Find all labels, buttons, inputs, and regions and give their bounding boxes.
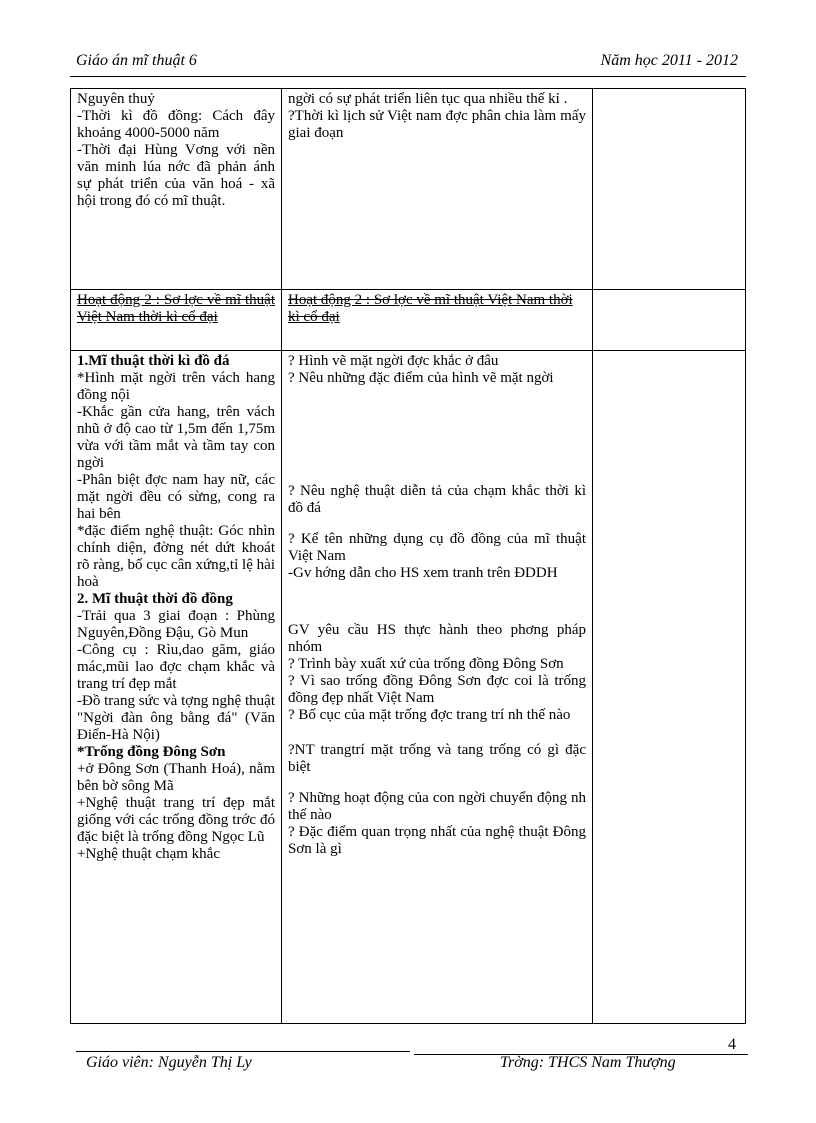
activity-heading: Hoạt động 2 : Sơ lợc về mĩ thuật Việt Nam thời kì cổ đại [77,292,275,325]
question-line: GV yêu cầu HS thực hành theo phơng pháp nhóm [288,622,586,655]
question-line: ?NT trangtrí mặt trống và tang trống có gì đặc biệt [288,742,586,775]
header-school-year: Năm học 2011 - 2012 [600,52,738,69]
content-line: -Đồ trang sức và tợng nghệ thuật "Ngời đàn ông bằng đá" (Văn Điển-Hà Nội) [77,693,275,743]
content-cell [71,351,282,1024]
footer-rule-left [76,1051,410,1052]
content-line: -Phân biệt đợc nam hay nữ, các mặt ngời đều có sừng, cong ra hai bên [77,472,275,522]
question-line: ? Bố cục của mặt trống đợc trang trí nh thế nào [288,707,571,723]
table-row [71,290,746,351]
question-line: ? Trình bày xuất xứ của trống đồng Đông Sơn [288,656,564,672]
activity-cell [282,290,593,351]
question-line: ? Hình vẽ mặt ngời đợc khắc ở đâu [288,353,499,369]
table-row [71,351,746,1024]
question-line: ? Những hoạt động của con ngời chuyển động nh thế nào [288,790,586,823]
activity-line: ngời có sự phát triển liên tục qua nhiều thế kỉ . [288,91,568,107]
content-cell [71,89,282,290]
section-heading: 2. Mĩ thuật thời đồ đồng [77,591,233,607]
content-line: -Thời kì đồ đồng: Cách đây khoảng 4000-5000 năm [77,108,275,141]
header-rule [70,76,746,77]
page-number: 4 [728,1036,736,1053]
content-line: *Hình mặt ngời trên vách hang đồng nội [77,370,275,403]
question-line: ? Nêu những đặc điểm của hình vẽ mặt ngời [288,370,554,386]
activity-line: ?Thời kì lịch sử Việt nam đợc phân chia làm mấy giai đoạn [288,108,586,141]
content-line: +Nghệ thuật chạm khắc [77,846,220,862]
content-cell [71,290,282,351]
question-line: -Gv hớng dẫn cho HS xem tranh trên ĐDDH [288,565,558,581]
header-title: Giáo án mĩ thuật 6 [76,52,197,69]
content-line: -Thời đại Hùng Vơng với nền văn minh lúa nớc đã phản ánh sự phát triển của văn hoá - xã hội trong đó có mĩ thuật. [77,142,275,209]
content-line: -Khắc gần cửa hang, trên vách nhũ ở độ cao từ 1,5m đến 1,75m vừa với tầm mắt và tầm tay con ngời [77,404,275,471]
question-line: ? Đặc điểm quan trọng nhất của nghệ thuật Đông Sơn là gì [288,824,586,857]
section-heading: *Trống đồng Đông Sơn [77,744,226,760]
content-line: +ở Đông Sơn (Thanh Hoá), nằm bên bờ sông Mã [77,761,275,794]
question-line: ? Vì sao trống đồng Đông Sơn đợc coi là trống đồng đẹp nhất Việt Nam [288,673,586,706]
notes-cell [593,351,746,1024]
content-line: -Trải qua 3 giai đoạn : Phùng Nguyên,Đồng Đậu, Gò Mun [77,608,275,641]
activity-cell [282,89,593,290]
activity-cell [282,351,593,1024]
activity-heading: Hoạt động 2 : Sơ lợc về mĩ thuật Việt Nam thời kì cổ đại [288,292,573,325]
content-line: +Nghệ thuật trang trí đẹp mắt giống với các trống đồng trớc đó đặc biệt là trống đồng Ngọc Lũ [77,795,275,845]
notes-cell [593,290,746,351]
notes-cell [593,89,746,290]
question-line: ? Kể tên những dụng cụ đồ đồng của mĩ thuật Việt Nam [288,531,586,564]
content-line: Nguyên thuỷ [77,91,155,107]
table-row [71,89,746,290]
content-line: *đặc điểm nghệ thuật: Góc nhìn chính diện, đờng nét dứt khoát rõ ràng, bố cục cân xứng,tỉ lệ hài hoà [77,523,275,590]
question-line: ? Nêu nghệ thuật diễn tả của chạm khắc thời kì đồ đá [288,483,586,516]
footer-school: Trờng: THCS Nam Thượng [500,1054,676,1071]
section-heading: 1.Mĩ thuật thời kì đồ đá [77,353,230,369]
lesson-table [70,88,746,1024]
footer-teacher: Giáo viên: Nguyễn Thị Ly [86,1054,252,1071]
content-line: -Công cụ : Rìu,dao găm, giáo mác,mũi lao đợc chạm khắc và trang trí đẹp mắt [77,642,275,692]
